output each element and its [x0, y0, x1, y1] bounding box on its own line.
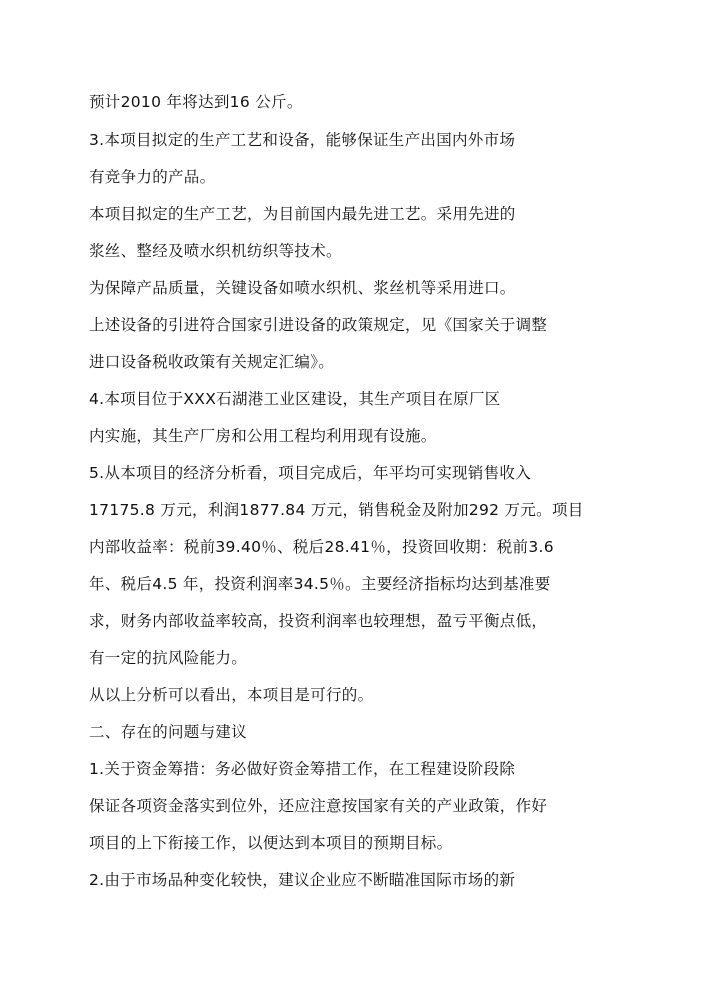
text-line: 5.从本项目的经济分析看，项目完成后，年平均可实现销售收入 [89, 464, 531, 482]
text-line: 有一定的抗风险能力。 [89, 649, 248, 667]
text-line: 2.由于市场品种变化较快，建议企业应不断瞄准国际市场的新 [89, 871, 516, 889]
text-line: 内部收益率：税前39.40％、税后28.41％，投资回收期：税前3.6 [89, 538, 554, 556]
text-line: 上述设备的引进符合国家引进设备的政策规定，见《国家关于调整 [89, 316, 548, 334]
text-line: 3.本项目拟定的生产工艺和设备，能够保证生产出国内外市场 [89, 131, 516, 149]
text-line: 年、税后4.5 年，投资利润率34.5％。主要经济指标均达到基准要 [89, 575, 551, 593]
text-line: 预计2010 年将达到16 公斤。 [89, 93, 303, 111]
text-line: 从以上分析可以看出，本项目是可行的。 [89, 686, 374, 704]
section-heading: 二、存在的问题与建议 [89, 723, 248, 741]
text-line: 4.本项目位于XXX石湖港工业区建设，其生产项目在原厂区 [89, 390, 501, 408]
text-line: 1.关于资金筹措：务必做好资金筹措工作，在工程建设阶段除 [89, 760, 516, 778]
text-line: 浆丝、整经及喷水织机纺织等技术。 [89, 242, 342, 260]
text-line: 求，财务内部收益率较高，投资利润率也较理想，盈亏平衡点低， [89, 612, 548, 630]
text-line: 保证各项资金落实到位外，还应注意按国家有关的产业政策，作好 [89, 797, 548, 815]
text-line: 有竞争力的产品。 [89, 168, 216, 186]
text-line: 为保障产品质量，关键设备如喷水织机、浆丝机等采用进口。 [89, 279, 516, 297]
text-line: 内实施，其生产厂房和公用工程均利用现有设施。 [89, 427, 437, 445]
text-line: 本项目拟定的生产工艺，为目前国内最先进工艺。采用先进的 [89, 205, 516, 223]
text-line: 17175.8 万元，利润1877.84 万元，销售税金及附加292 万元。项目 [89, 501, 584, 519]
text-line: 项目的上下衔接工作，以便达到本项目的预期目标。 [89, 834, 453, 852]
text-line: 进口设备税收政策有关规定汇编》。 [89, 353, 335, 371]
